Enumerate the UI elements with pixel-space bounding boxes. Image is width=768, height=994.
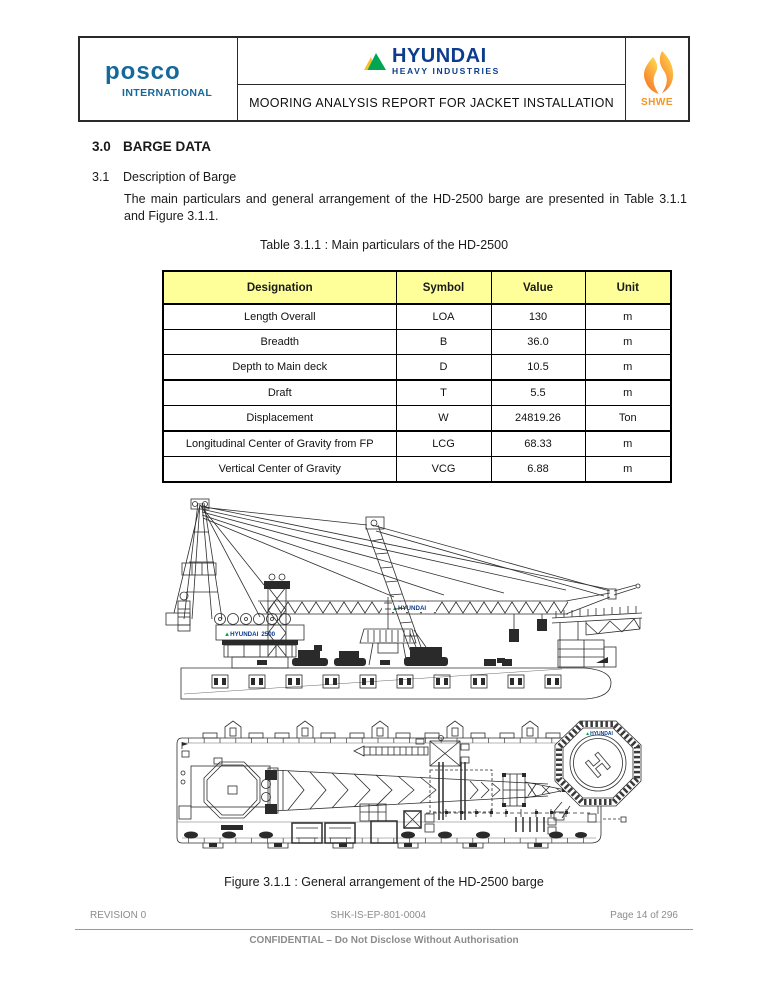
- posco-logo: [80, 38, 238, 120]
- table-row: Breadth B 36.0 m: [163, 330, 671, 355]
- section-number: 3.0: [92, 139, 111, 154]
- helideck-h-mark: H: [580, 746, 616, 784]
- col-designation: Designation: [163, 271, 396, 304]
- table-row: Draft T 5.5 m: [163, 380, 671, 406]
- footer-doc-number: SHK-IS-EP-801-0004: [330, 910, 426, 921]
- footer-divider: [75, 929, 693, 930]
- col-value: Value: [491, 271, 585, 304]
- hyundai-logo: [238, 38, 625, 85]
- table-row: Vertical Center of Gravity VCG 6.88 m: [163, 457, 671, 483]
- barge-plan-view-drawing: [158, 714, 658, 864]
- table-row: Displacement W 24819.26 Ton: [163, 406, 671, 432]
- body-paragraph: The main particulars and general arrangement of the HD-2500 barge are presented in Table 3.1.1 and Figure 3.1.1.: [124, 192, 687, 223]
- table-caption: Table 3.1.1 : Main particulars of the HD-2500: [259, 238, 509, 252]
- hyundai-triangle-icon: [363, 52, 387, 71]
- particulars-table: [162, 270, 672, 483]
- luffing-boom: [366, 517, 610, 650]
- boom-brand-label: ▲HYUNDAI: [391, 605, 427, 612]
- posco-wordmark: posco: [105, 57, 181, 85]
- plan-deck-equipment: [184, 804, 626, 848]
- figure-caption: Figure 3.1.1 : General arrangement of the HD-2500 barge: [224, 875, 544, 889]
- helideck-brand-label: ▲HYUNDAI: [585, 731, 613, 737]
- hyundai-wordmark: HYUNDAI HEAVY INDUSTRIES: [392, 45, 500, 77]
- confidential-notice: CONFIDENTIAL – Do Not Disclose Without Authorisation: [249, 935, 519, 946]
- col-symbol: Symbol: [396, 271, 491, 304]
- hull: [181, 657, 611, 699]
- footer-page-info: Page 14 of 296: [610, 910, 678, 921]
- crane-pedestal-plan: [179, 742, 277, 830]
- subsection-heading: [92, 170, 236, 184]
- table-row: Length Overall LOA 130 m: [163, 304, 671, 330]
- section-title: BARGE DATA: [123, 139, 211, 154]
- header-center: [238, 38, 625, 120]
- footer-row: [90, 910, 678, 921]
- posco-international-label: INTERNATIONAL: [122, 86, 213, 99]
- crane-banner-label: ▲HYUNDAI 2500: [224, 631, 276, 638]
- helideck-plan: [552, 721, 641, 820]
- section-heading: [92, 139, 211, 154]
- table-row: Longitudinal Center of Gravity from FP LCG 68.33 m: [163, 431, 671, 457]
- shwe-label: SHWE: [641, 97, 673, 108]
- col-unit: Unit: [585, 271, 671, 304]
- shwe-flame-icon: [639, 50, 675, 96]
- table-row: Depth to Main deck D 10.5 m: [163, 355, 671, 381]
- main-boom: [258, 584, 640, 642]
- footer-revision: REVISION 0: [90, 910, 147, 921]
- report-header: [78, 36, 690, 122]
- report-title: MOORING ANALYSIS REPORT FOR JACKET INSTALLATION: [249, 95, 614, 110]
- table-header-row: [163, 271, 671, 304]
- subsection-title: Description of Barge: [123, 170, 237, 184]
- subsection-number: 3.1: [92, 170, 110, 184]
- barge-side-view-drawing: [164, 497, 646, 710]
- helideck-side: [552, 606, 642, 667]
- shwe-logo: [625, 38, 688, 120]
